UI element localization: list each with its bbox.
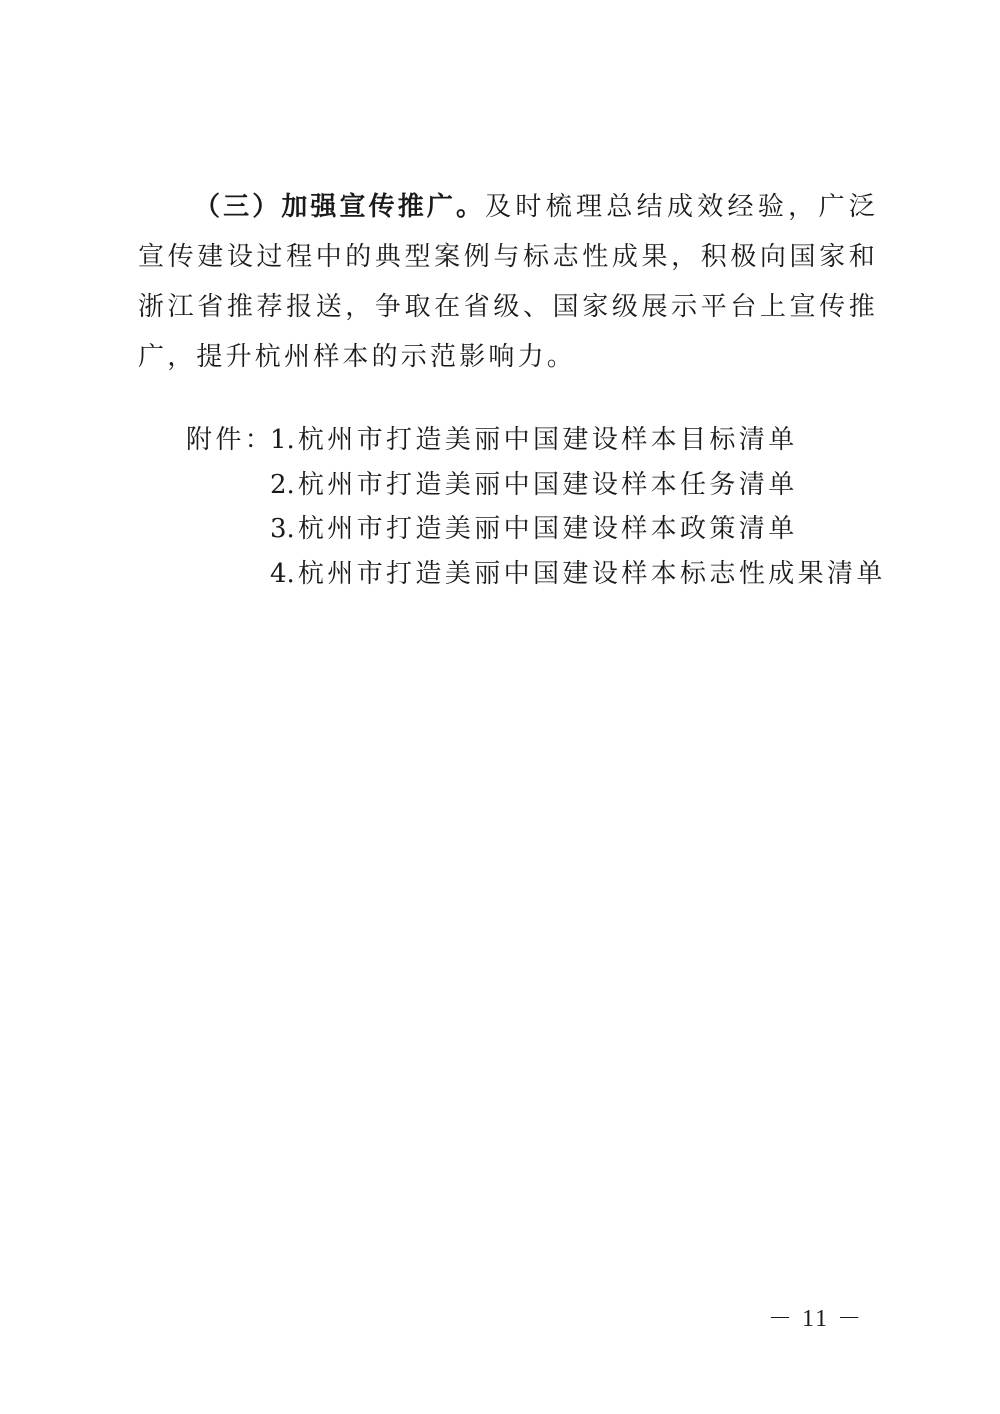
attachments-label: 附件： xyxy=(186,425,275,455)
attachment-item xyxy=(186,552,886,597)
attachment-number: 3. xyxy=(270,514,295,544)
attachment-title: 杭州市打造美丽中国建设样本任务清单 xyxy=(297,469,798,500)
attachment-title: 杭州市打造美丽中国建设样本标志性成果清单 xyxy=(297,558,886,589)
attachment-title: 杭州市打造美丽中国建设样本政策清单 xyxy=(297,514,798,544)
attachment-title: 杭州市打造美丽中国建设样本目标清单 xyxy=(297,425,798,455)
attachments-label-spacer xyxy=(186,463,270,508)
section-heading: （三）加强宣传推广。 xyxy=(194,192,486,222)
attachment-item xyxy=(186,418,886,463)
attachment-number: 1. xyxy=(270,425,295,455)
attachments-list xyxy=(186,418,886,596)
page-number: － 11 － xyxy=(768,1306,864,1332)
attachment-number: 2. xyxy=(270,469,295,500)
section-paragraph xyxy=(138,182,878,382)
attachment-item xyxy=(186,507,886,552)
attachment-number: 4. xyxy=(270,558,295,589)
attachments-label-spacer xyxy=(186,552,270,597)
section-body: 及时梳理总结成效经验，广泛宣传建设过程中的典型案例与标志性成果，积极向国家和浙江省推荐报送，争取在省级、国家级展示平台上宣传推广，提升杭州样本的示范影响力。 xyxy=(138,192,878,372)
attachments-label-spacer xyxy=(186,507,270,552)
attachment-item xyxy=(186,463,886,508)
